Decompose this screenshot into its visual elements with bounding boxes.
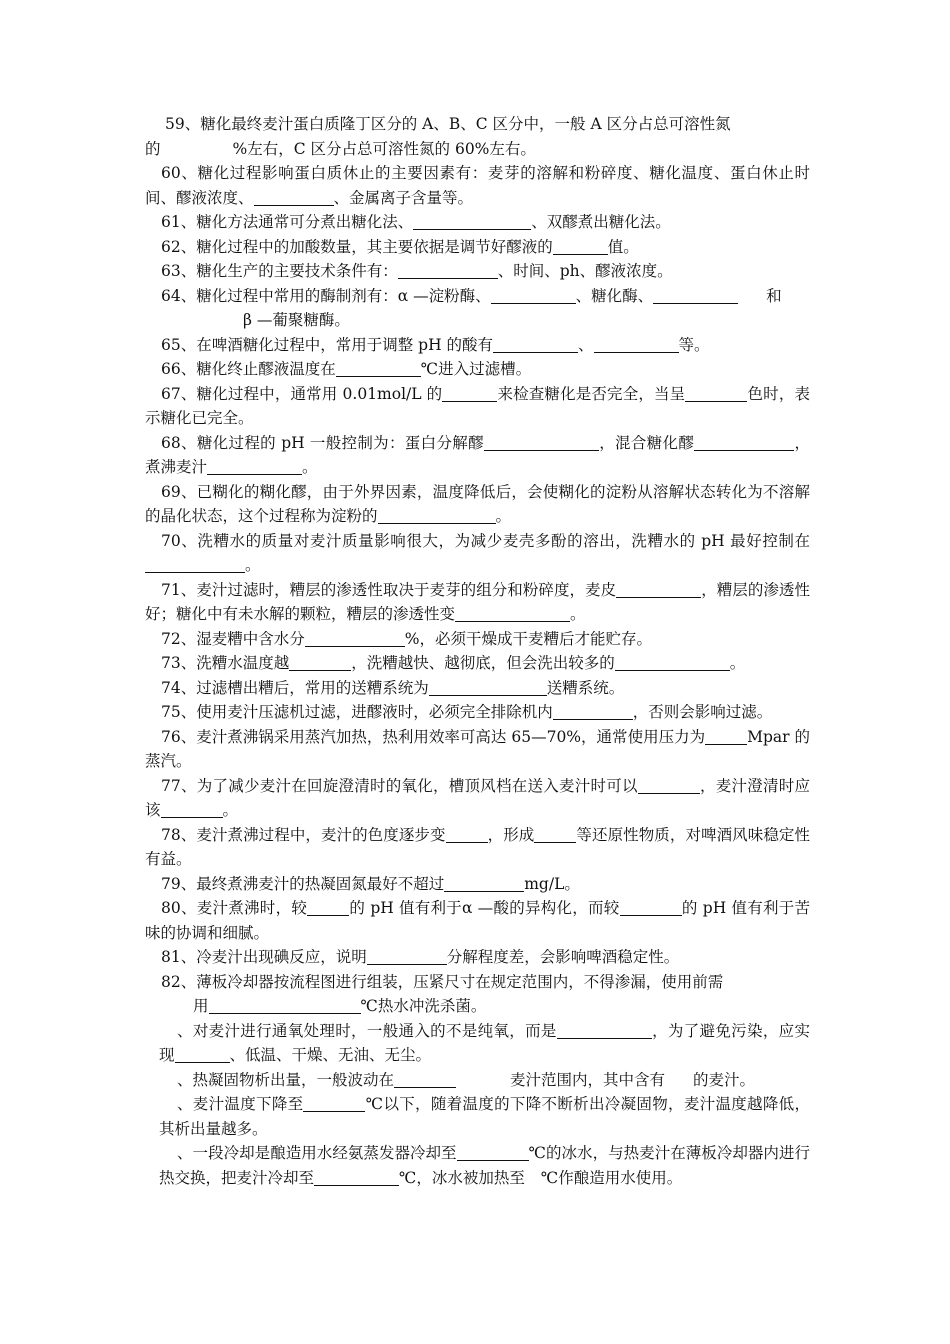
question-63: 63、糖化生产的主要技术条件有： 、时间、ph、醪液浓度。 <box>161 262 673 280</box>
question-sheet <box>145 112 810 1190</box>
question-59: 59、糖化最终麦汁蛋白质隆丁区分的 A、B、C 区分中，一般 A 区分占总可溶性氮 的 %左右，C 区分占总可溶性氮的 60%左右。 <box>145 115 731 158</box>
answer-blank[interactable] <box>457 1142 529 1161</box>
answer-blank[interactable] <box>378 505 496 524</box>
question-74: 74、过滤槽出糟后，常用的送糟系统为 送糟系统。 <box>161 678 625 697</box>
question-71: 71、麦汁过滤时，糟层的渗透性取决于麦芽的组分和粉碎度，麦皮 ，糟层的渗透性好；糖化中有未水解的颗粒，糟层的渗透性变 。 <box>145 580 810 623</box>
answer-blank[interactable] <box>446 824 488 843</box>
answer-blank[interactable] <box>145 554 245 573</box>
answer-blank[interactable] <box>653 285 738 304</box>
question-84: 、热凝固物析出量，一般波动在 麦汁范围内，其中含有 的麦汁。 <box>177 1070 756 1089</box>
answer-blank[interactable] <box>305 628 405 647</box>
question-61: 61、糖化方法通常可分煮出糖化法、 、双醪煮出糖化法。 <box>161 213 671 231</box>
question-76: 76、麦汁煮沸锅采用蒸汽加热，热利用效率可高达 65—70%，通常使用压力为 Mpar 的蒸汽。 <box>145 727 811 770</box>
question-70: 70、洗糟水的质量对麦汁质量影响很大，为减少麦壳多酚的溶出，洗糟水的 pH 最好控制在。 <box>145 529 810 578</box>
question-79: 79、最终煮沸麦汁的热凝固氮最好不超过 mg/L。 <box>161 874 580 893</box>
answer-blank[interactable] <box>616 579 701 598</box>
question-81: 81、冷麦汁出现碘反应，说明 分解程度差，会影响啤酒稳定性。 <box>161 948 680 966</box>
answer-blank[interactable] <box>685 383 747 402</box>
question-82: 82、薄板冷却器按流程图进行组装，压紧尺寸在规定范围内，不得渗漏，使用前需 用 ℃热水冲洗杀菌。 <box>161 972 724 1015</box>
question-80: 80、麦汁煮沸时，较 的 pH 值有利于α —酸的异构化，而较 的 pH 值有利于苦味的协调和细腻。 <box>145 899 810 942</box>
answer-blank[interactable] <box>413 211 531 230</box>
answer-blank[interactable] <box>444 873 524 892</box>
answer-blank[interactable] <box>175 1044 230 1063</box>
question-72: 72、湿麦糟中含水分 %，必须干燥成干麦糟后才能贮存。 <box>161 629 652 648</box>
answer-blank[interactable] <box>553 701 633 720</box>
answer-blank[interactable] <box>557 1020 652 1039</box>
question-75: 75、使用麦汁压滤机过滤，进醪液时，必须完全排除机内 ，否则会影响过滤。 <box>161 703 773 721</box>
answer-blank[interactable] <box>303 1093 365 1112</box>
answer-blank[interactable] <box>638 775 700 794</box>
question-67: 67、糖化过程中，通常用 0.01mol/L 的 来检查糖化是否完全，当呈 色时，表示糖化已完全。 <box>145 384 810 427</box>
answer-blank[interactable] <box>442 383 497 402</box>
answer-blank[interactable] <box>594 334 679 353</box>
answer-blank[interactable] <box>553 236 608 255</box>
answer-blank[interactable] <box>491 285 576 304</box>
answer-blank[interactable] <box>314 1167 399 1186</box>
question-69: 69、已糊化的糊化醪，由于外界因素，温度降低后，会使糊化的淀粉从溶解状态转化为不溶解的晶化状态，这个过程称为淀粉的 。 <box>145 482 810 525</box>
answer-blank[interactable] <box>336 358 421 377</box>
question-83: 、对麦汁进行通氧处理时，一般通入的不是纯氧，而是 ，为了避免污染，应实现 、低温、干燥、无油、无尘。 <box>159 1021 810 1064</box>
question-65: 65、在啤酒糖化过程中，常用于调整 pH 的酸有 、 等。 <box>161 335 710 354</box>
answer-blank[interactable] <box>254 187 334 206</box>
answer-blank[interactable] <box>694 432 794 451</box>
question-78: 78、麦汁煮沸过程中，麦汁的色度逐步变 ，形成 等还原性物质，对啤酒风味稳定性有益。 <box>145 825 810 868</box>
question-86: 、一段冷却是酿造用水经氨蒸发器冷却至 ℃的冰水，与热麦汁在薄板冷却器内进行热交换，把麦汁冷却至 ℃，冰水被加热至 ℃作酿造用水使用。 <box>159 1144 810 1187</box>
question-66: 66、糖化终止醪液温度在 ℃进入过滤槽。 <box>161 360 532 378</box>
answer-blank[interactable] <box>307 897 349 916</box>
question-68: 68、糖化过程的 pH 一般控制为：蛋白分解醪 ，混合糖化醪 ，煮沸麦汁 。 <box>145 433 810 476</box>
answer-blank[interactable] <box>289 652 351 671</box>
answer-blank[interactable] <box>161 799 223 818</box>
answer-blank[interactable] <box>367 946 447 965</box>
question-85: 、麦汁温度下降至 ℃以下，随着温度的下降不断析出冷凝固物，麦汁温度越降低，其析出量越多。 <box>159 1095 810 1138</box>
question-60: 60、糖化过程影响蛋白质休止的主要因素有：麦芽的溶解和粉碎度、糖化温度、蛋白休止时间、醪液浓度、 、金属离子含量等。 <box>145 164 810 207</box>
answer-blank[interactable] <box>493 334 578 353</box>
answer-blank[interactable] <box>484 432 599 451</box>
answer-blank[interactable] <box>209 995 361 1014</box>
question-73: 73、洗糟水温度越 ，洗糟越快、越彻底，但会洗出较多的 。 <box>161 654 746 672</box>
answer-blank[interactable] <box>705 726 747 745</box>
answer-blank[interactable] <box>207 456 302 475</box>
question-64: 64、糖化过程中常用的酶制剂有：α —淀粉酶、 、糖化酶、 和 β —葡聚糖酶。 <box>161 286 782 329</box>
answer-blank[interactable] <box>429 677 547 696</box>
question-77: 77、为了减少麦汁在回旋澄清时的氧化，槽顶风档在送入麦汁时可以 ，麦汁澄清时应该 。 <box>145 776 810 819</box>
answer-blank[interactable] <box>394 1069 456 1088</box>
answer-blank[interactable] <box>398 260 498 279</box>
answer-blank[interactable] <box>620 897 682 916</box>
answer-blank[interactable] <box>534 824 576 843</box>
answer-blank[interactable] <box>455 603 570 622</box>
question-62: 62、糖化过程中的加酸数量，其主要依据是调节好醪液的 值。 <box>161 237 639 256</box>
answer-blank[interactable] <box>615 652 730 671</box>
